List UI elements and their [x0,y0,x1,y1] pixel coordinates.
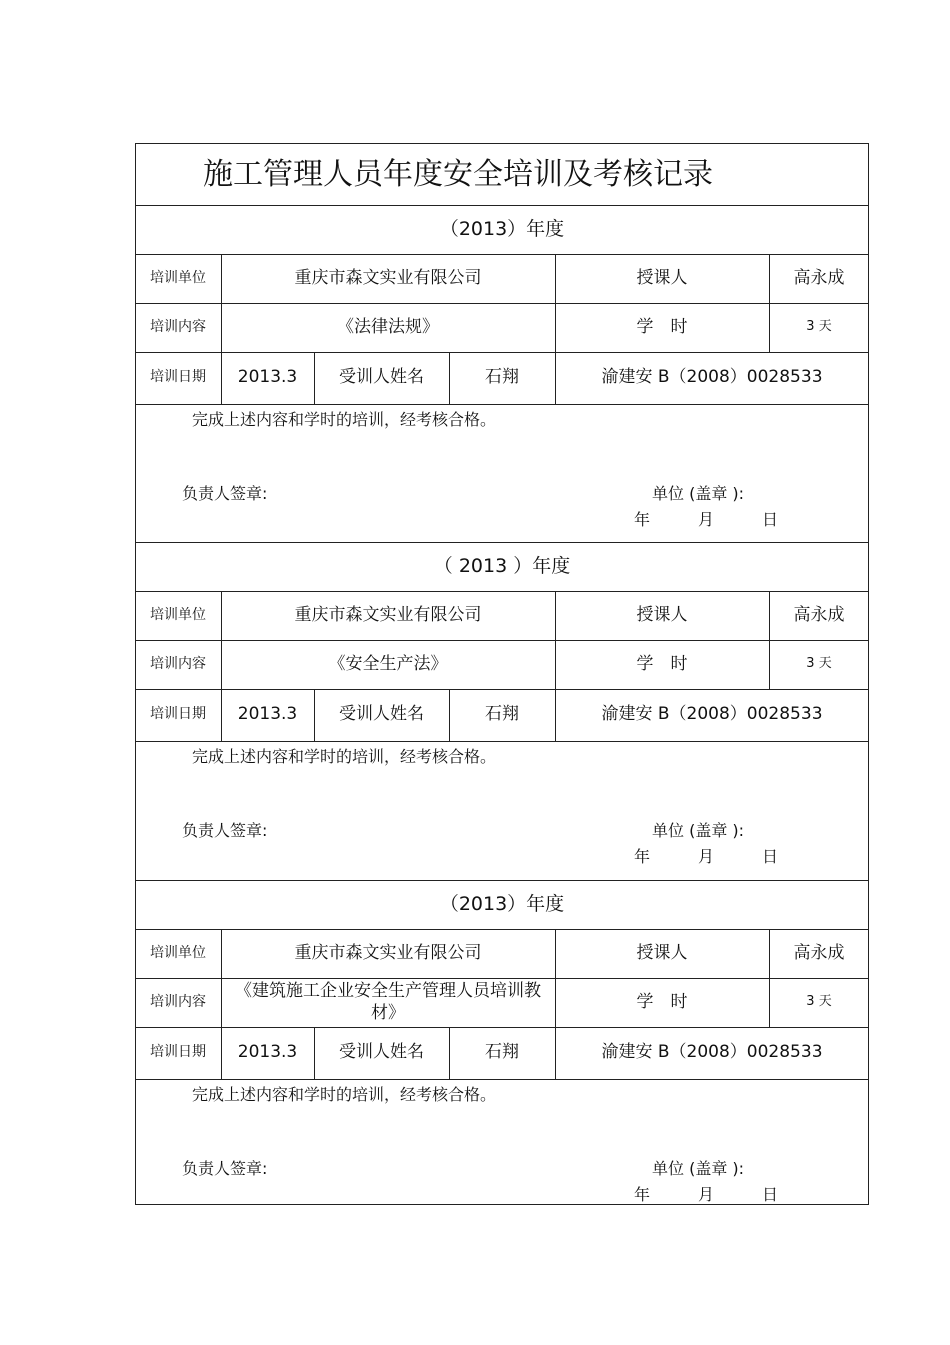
year-header: （ 2013 ）年度 [433,554,571,577]
teacher-value: 高永成 [793,604,845,625]
label-training-content: 培训内容 [150,993,206,1010]
year-header: （2013）年度 [439,892,565,915]
row-divider [135,741,869,742]
training-unit-value: 重庆市森文实业有限公司 [294,267,482,288]
unit-seal-label: 单位 (盖章 ): [652,484,745,503]
label-training-unit: 培训单位 [150,944,206,961]
signature-label: 负责人签章: [182,821,268,840]
trainee-name-value: 石翔 [485,367,519,388]
training-date-value: 2013.3 [237,704,298,725]
pass-statement: 完成上述内容和学时的培训，经考核合格。 [192,410,497,429]
trainee-name-value: 石翔 [485,1042,519,1063]
label-hours: 学 时 [636,316,688,337]
teacher-value: 高永成 [793,267,845,288]
label-trainee-name: 受训人姓名 [339,704,424,725]
training-content-value: 《法律法规》 [337,316,439,337]
signature-label: 负责人签章: [182,484,268,503]
trainee-name-value: 石翔 [485,704,519,725]
pass-statement: 完成上述内容和学时的培训，经考核合格。 [192,1085,497,1104]
certificate-number: 渝建安 B（2008）0028533 [601,367,823,388]
label-training-unit: 培训单位 [150,606,206,623]
training-date-value: 2013.3 [237,1042,298,1063]
unit-seal-label: 单位 (盖章 ): [652,821,745,840]
row-divider [135,1079,869,1080]
label-teacher: 授课人 [636,267,688,288]
label-training-content: 培训内容 [150,655,206,672]
label-hours: 学 时 [636,991,688,1012]
date-line: 年 月 日 [634,510,779,529]
label-training-date: 培训日期 [150,706,206,723]
teacher-value: 高永成 [793,942,845,963]
pass-statement: 完成上述内容和学时的培训，经考核合格。 [192,747,497,766]
unit-seal-label: 单位 (盖章 ): [652,1159,745,1178]
label-hours: 学 时 [636,653,688,674]
hours-value: 3 天 [806,319,832,335]
training-date-value: 2013.3 [237,367,298,388]
row-divider [135,404,869,405]
certificate-number: 渝建安 B（2008）0028533 [601,704,823,725]
label-training-content: 培训内容 [150,318,206,335]
signature-label: 负责人签章: [182,1159,268,1178]
label-training-unit: 培训单位 [150,269,206,286]
certificate-number: 渝建安 B（2008）0028533 [601,1042,823,1063]
label-trainee-name: 受训人姓名 [339,1042,424,1063]
label-training-date: 培训日期 [150,1044,206,1061]
form-title: 施工管理人员年度安全培训及考核记录 [203,157,713,192]
training-content-value: 《建筑施工企业安全生产管理人员培训教材》 [235,981,541,1023]
label-teacher: 授课人 [636,604,688,625]
date-line: 年 月 日 [634,1185,779,1204]
training-record-form [135,143,869,1205]
label-trainee-name: 受训人姓名 [339,367,424,388]
hours-value: 3 天 [806,994,832,1010]
training-unit-value: 重庆市森文实业有限公司 [294,604,482,625]
label-teacher: 授课人 [636,942,688,963]
training-unit-value: 重庆市森文实业有限公司 [294,942,482,963]
hours-value: 3 天 [806,656,832,672]
date-line: 年 月 日 [634,847,779,866]
label-training-date: 培训日期 [150,369,206,386]
training-content-value: 《安全生产法》 [328,653,448,674]
year-header: （2013）年度 [439,217,565,240]
